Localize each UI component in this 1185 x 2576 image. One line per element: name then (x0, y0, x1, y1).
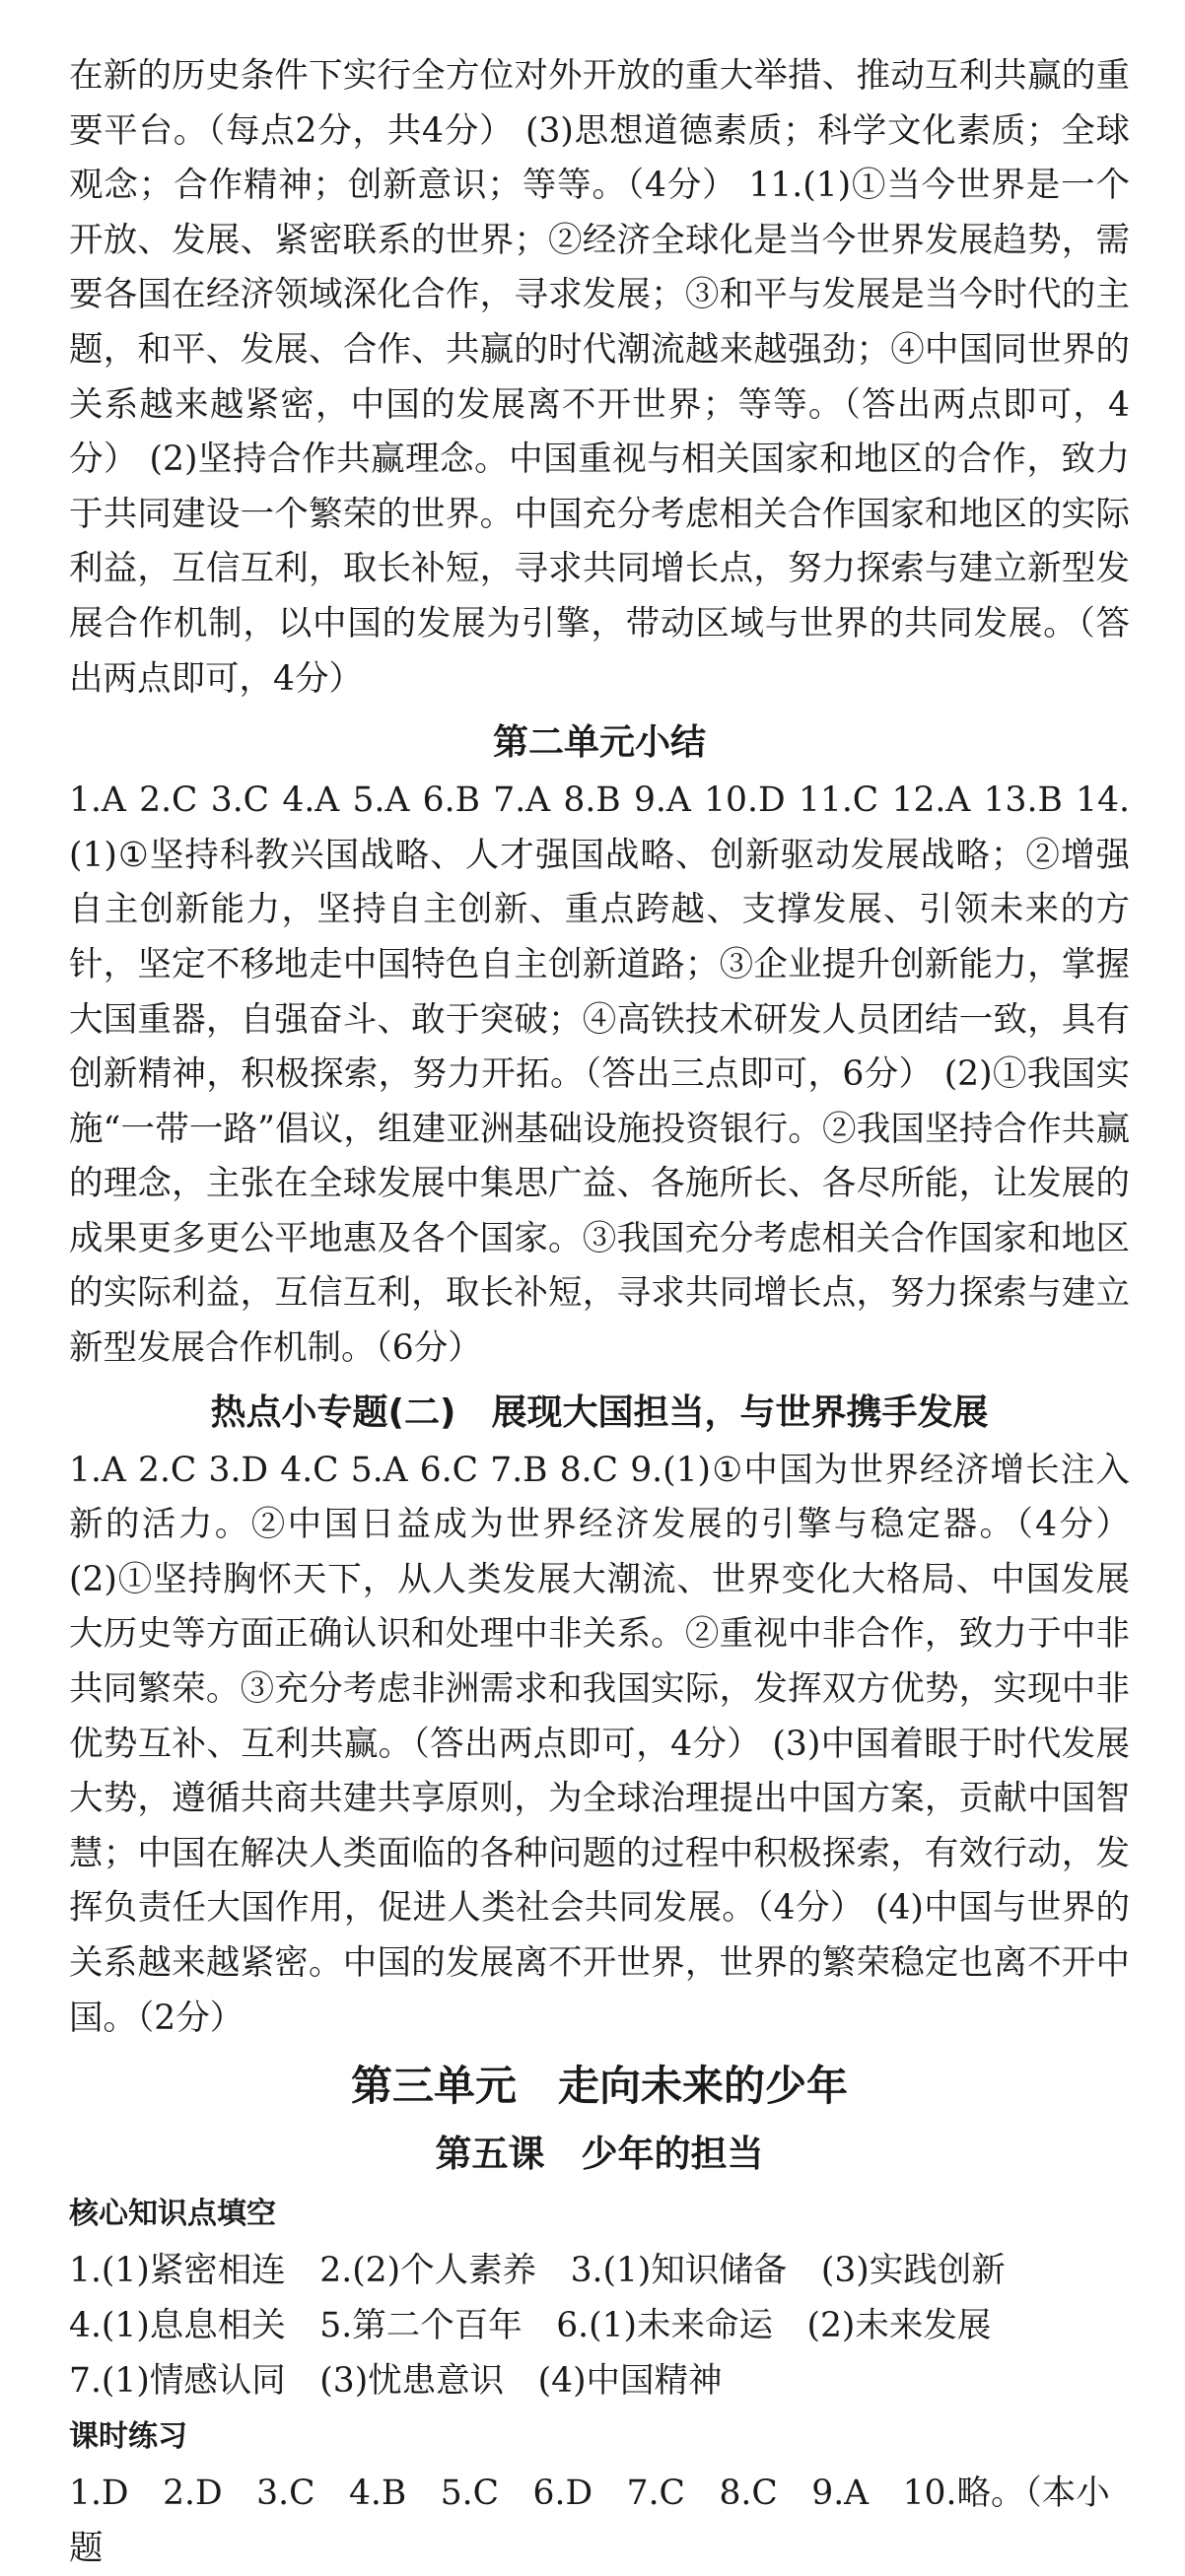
lesson5-title: 第五课 少年的担当 (435, 2133, 764, 2176)
intro-answer-block: 在新的历史条件下实行全方位对外开放的重大举措、推动互利共赢的重要平台。（每点2分，共4分） (3)思想道德素质；科学文化素质；全球观念；合作精神；创新意识；等等。（4分） 11.(1)①当今世界是一个开放、发展、紧密联系的世界；②经济全球化是当今世界发展趋势，需要各国在经济领域深化合作，寻求发展；③和平与发展是当今时代的主题，和平、发展、合作、共赢的时代潮流越来越强劲；④中国同世界的关系越来越紧密，中国的发展离不开世界；等等。（答出两点即可，4分） (2)坚持合作共赢理念。中国重视与相关国家和地区的合作，致力于共同建设一个繁荣的世界。中国充分考虑相关合作国家和地区的实际利益，互信互利，取长补短，寻求共同增长点，努力探索与建立新型发展合作机制，以中国的发展为引擎，带动区域与世界的共同发展。（答出两点即可，4分） (69, 56, 1130, 699)
unit2-summary-answers: 1.A 2.C 3.C 4.A 5.A 6.B 7.A 8.B 9.A 10.D 11.C 12.A 13.B 14.(1)①坚持科教兴国战略、人才强国战略、创新驱动发展战略；②增强自主创新能力，坚持自主创新、重点跨越、支撑发展、引领未来的方针，坚定不移地走中国特色自主创新道路；③企业提升创新能力，掌握大国重器，自强奋斗、敢于突破；④高铁技术研发人员团结一致，具有创新精神，积极探索，努力开拓。（答出三点即可，6分） (2)①我国实施“一带一路”倡议，组建亚洲基础设施投资银行。②我国坚持合作共赢的理念，主张在全球发展中集思广益、各施所长、各尽所能，让发展的成果更多更公平地惠及各个国家。③我国充分考虑相关合作国家和地区的实际利益，互信互利，取长补短，寻求共同增长点，努力探索与建立新型发展合作机制。（6分） (69, 780, 1130, 1369)
core-answer-line: 4.(1)息息相关 5.第二个百年 6.(1)未来命运 (2)未来发展 (69, 2306, 992, 2346)
section-title-unit2-summary: 第二单元小结 (492, 722, 706, 764)
core-answer-line: 7.(1)情感认同 (3)忧患意识 (4)中国精神 (69, 2361, 723, 2402)
core-answer-line: 1.(1)紧密相连 2.(2)个人素养 3.(1)知识储备 (3)实践创新 (69, 2251, 1006, 2291)
unit3-title: 第三单元 走向未来的少年 (350, 2062, 848, 2111)
core-knowledge-heading: 核心知识点填空 (69, 2197, 276, 2232)
practice-heading: 课时练习 (69, 2419, 187, 2455)
hot-topic-answers: 1.A 2.C 3.D 4.C 5.A 6.C 7.B 8.C 9.(1)①中国为世界经济增长注入新的活力。②中国日益成为世界经济发展的引擎与稳定器。（4分） (2)①坚持胸怀天下，从人类发展大潮流、世界变化大格局、中国发展大历史等方面正确认识和处理中非关系。②重视中非合作，致力于中非共同繁荣。③充分考虑非洲需求和我国实际，发挥双方优势，实现中非优势互补、互利共赢。（答出两点即可，4分） (3)中国着眼于时代发展大势，遵循共商共建共享原则，为全球治理提出中国方案，贡献中国智慧；中国在解决人类面临的各种问题的过程中积极探索，有效行动，发挥负责任大国作用，促进人类社会共同发展。（4分） (4)中国与世界的关系越来越紧密。中国的发展离不开世界，世界的繁荣稳定也离不开中国。（2分） (69, 1450, 1130, 2038)
practice-answer-line: 1.D 2.D 3.C 4.B 5.C 6.D 7.C 8.C 9.A 10.略。（本小题 (69, 2474, 1110, 2569)
section-title-hot-topic: 热点小专题(二) 展现大国担当，与世界携手发展 (210, 1391, 989, 1433)
